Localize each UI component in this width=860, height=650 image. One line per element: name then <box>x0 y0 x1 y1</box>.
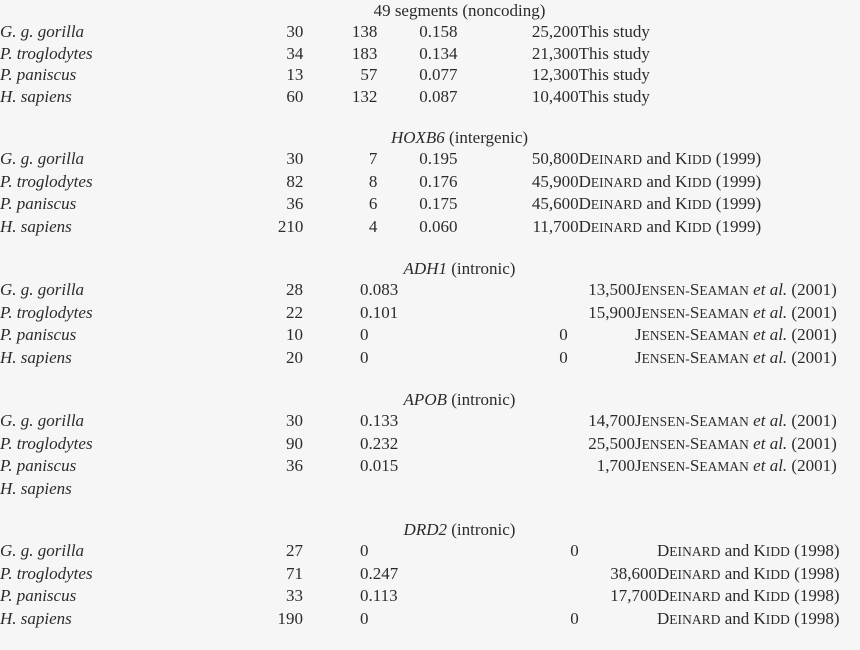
reference-cell <box>579 64 860 86</box>
reference-author1-initial: D <box>657 541 670 560</box>
section-adh1 <box>0 258 860 369</box>
reference-year: (1999) <box>711 149 762 168</box>
reference-author1-initial: D <box>657 608 670 628</box>
species-cell: G. g. gorilla <box>0 149 85 168</box>
section-gene-qualifier: (intergenic) <box>444 128 529 147</box>
section-table-adh1 <box>0 279 860 369</box>
section-heading-hoxb6 <box>0 127 860 148</box>
age-cell: 13,500 <box>588 280 635 299</box>
section-table-seg49 <box>0 21 860 107</box>
sample-size-cell: 60 <box>286 86 304 106</box>
reference-author1-initial: J <box>635 411 642 430</box>
reference-cell <box>635 410 860 433</box>
sample-size-cell: 27 <box>286 541 303 560</box>
section-gene-qualifier: (noncoding) <box>458 1 546 20</box>
reference-conjunction: and <box>642 194 676 213</box>
divergence-cell: 0.232 <box>360 433 399 453</box>
reference-author1-smallcaps: EINARD <box>669 611 721 627</box>
reference-author2-smallcaps: EAMAN <box>699 436 749 452</box>
section-heading-apob <box>0 389 860 410</box>
reference-et-al: et al. <box>748 433 788 453</box>
reference-cell <box>635 433 860 456</box>
sample-size-cell: 28 <box>286 280 303 299</box>
sample-size-cell <box>250 478 303 500</box>
reference-text: This study <box>578 22 650 41</box>
reference-author1-smallcaps: EINARD <box>669 566 721 582</box>
reference-cell <box>635 324 860 347</box>
section-gene-qualifier: (intronic) <box>447 259 516 278</box>
species-cell: P. troglodytes <box>0 43 93 63</box>
reference-author2-initial: K <box>675 194 688 213</box>
species-cell: P. paniscus <box>0 325 77 344</box>
reference-author1-smallcaps: ENSEN- <box>641 328 690 343</box>
divergence-cell: 0.158 <box>419 22 458 41</box>
reference-author1-smallcaps: EINARD <box>590 152 643 167</box>
table-body <box>0 279 860 369</box>
reference-author1-smallcaps: EINARD <box>669 544 721 559</box>
reference-conjunction: and <box>720 608 754 628</box>
table-body <box>0 410 860 499</box>
species-cell: H. sapiens <box>0 347 72 367</box>
reference-year: (1999) <box>711 171 762 191</box>
reference-author2-smallcaps: EAMAN <box>699 283 749 298</box>
age-cell: 0 <box>559 347 568 367</box>
reference-author2-smallcaps: IDD <box>765 589 790 604</box>
table-row <box>0 347 860 370</box>
reference-author2-smallcaps: IDD <box>687 174 712 190</box>
reference-author1-smallcaps: EINARD <box>590 197 643 212</box>
reference-et-al: et al. <box>748 347 788 367</box>
species-cell: P. troglodytes <box>0 563 93 583</box>
table-row <box>0 64 860 86</box>
sample-size-cell: 82 <box>286 171 304 191</box>
reference-year: (2001) <box>787 347 837 367</box>
table-row <box>0 148 860 171</box>
reference-et-al: et al. <box>748 280 788 299</box>
segments-cell: 132 <box>351 86 378 106</box>
age-cell: 25,500 <box>588 433 635 453</box>
divergence-cell: 0.113 <box>360 586 398 605</box>
reference-author2-initial: K <box>753 608 766 628</box>
reference-author1-initial: J <box>635 280 642 299</box>
divergence-cell: 0.134 <box>419 43 458 63</box>
reference-author2-smallcaps: IDD <box>765 566 790 582</box>
reference-author1-initial: D <box>578 216 591 236</box>
reference-author1-smallcaps: ENSEN- <box>641 436 690 452</box>
table-row <box>0 171 860 194</box>
reference-conjunction: and <box>642 216 676 236</box>
species-cell: G. g. gorilla <box>0 22 85 41</box>
species-cell: P. paniscus <box>0 65 77 84</box>
sample-size-cell: 30 <box>286 411 303 430</box>
section-gene-qualifier: (intronic) <box>447 520 516 539</box>
age-cell: 10,400 <box>531 86 579 106</box>
reference-author1-initial: D <box>657 586 670 605</box>
reference-year: (1998) <box>789 563 840 583</box>
section-gene-name: ADH1 <box>403 259 447 278</box>
age-cell: 15,900 <box>588 302 635 322</box>
reference-author1-initial: J <box>635 456 642 475</box>
reference-author2-initial: K <box>675 171 688 191</box>
age-cell: 0 <box>570 608 579 628</box>
reference-author2-initial: S <box>689 456 700 475</box>
table-row <box>0 216 860 239</box>
reference-conjunction: and <box>720 586 754 605</box>
sample-size-cell: 210 <box>277 216 304 236</box>
species-cell: H. sapiens <box>0 216 72 236</box>
divergence-cell <box>303 478 514 500</box>
segments-cell: 138 <box>351 22 378 41</box>
reference-author1-smallcaps: ENSEN- <box>641 350 690 366</box>
reference-author2-smallcaps: EAMAN <box>699 459 749 474</box>
reference-cell <box>657 540 860 563</box>
divergence-cell: 0 <box>360 325 369 344</box>
reference-author1-initial: J <box>635 347 642 367</box>
reference-author2-smallcaps: EAMAN <box>699 305 749 321</box>
sample-size-cell: 13 <box>286 65 304 84</box>
segments-cell: 57 <box>360 65 378 84</box>
section-table-hoxb6 <box>0 148 860 238</box>
section-gene-name: 49 segments <box>373 1 459 20</box>
age-cell: 25,200 <box>531 22 579 41</box>
divergence-cell: 0.101 <box>360 302 399 322</box>
reference-cell <box>579 21 860 43</box>
section-heading-adh1 <box>0 258 860 279</box>
species-cell: H. sapiens <box>0 478 72 498</box>
section-hoxb6 <box>0 127 860 238</box>
table-row <box>0 540 860 563</box>
species-cell: P. troglodytes <box>0 433 93 453</box>
reference-author1-initial: D <box>578 194 591 213</box>
sample-size-cell: 71 <box>286 563 303 583</box>
divergence-cell: 0 <box>360 541 369 560</box>
divergence-cell: 0.176 <box>419 171 458 191</box>
age-cell: 0 <box>570 541 579 560</box>
reference-cell <box>635 455 860 478</box>
reference-author2-initial: K <box>675 216 688 236</box>
table-row <box>0 410 860 433</box>
reference-author2-initial: S <box>689 302 700 322</box>
species-cell: G. g. gorilla <box>0 541 85 560</box>
table-row <box>0 302 860 325</box>
section-gene-qualifier: (intronic) <box>446 390 516 409</box>
reference-cell <box>657 563 860 586</box>
age-cell: 11,700 <box>532 216 579 236</box>
reference-text: This study <box>578 86 650 106</box>
age-cell: 21,300 <box>531 43 579 63</box>
sample-size-cell: 34 <box>286 43 304 63</box>
reference-author2-smallcaps: EAMAN <box>699 414 749 429</box>
table-body <box>0 148 860 238</box>
segments-cell: 7 <box>368 149 378 168</box>
reference-author2-initial: K <box>753 586 766 605</box>
reference-text: This study <box>578 65 650 84</box>
reference-author2-initial: S <box>689 433 700 453</box>
species-cell: G. g. gorilla <box>0 411 85 430</box>
reference-author2-smallcaps: EAMAN <box>699 350 749 366</box>
reference-cell <box>657 585 860 608</box>
section-table-apob <box>0 410 860 499</box>
reference-year: (2001) <box>787 280 837 299</box>
reference-author1-smallcaps: ENSEN- <box>641 305 690 321</box>
table-row <box>0 608 860 631</box>
reference-author1-smallcaps: ENSEN- <box>641 459 690 474</box>
reference-cell <box>579 43 860 65</box>
divergence-cell: 0.195 <box>419 149 458 168</box>
sample-size-cell: 30 <box>286 22 304 41</box>
reference-cell <box>579 86 860 108</box>
species-cell: P. paniscus <box>0 194 77 213</box>
reference-author2-initial: S <box>689 347 700 367</box>
reference-cell <box>635 279 860 302</box>
age-cell: 45,900 <box>531 171 579 191</box>
table-body <box>0 540 860 630</box>
reference-cell <box>657 608 860 631</box>
divergence-cell: 0 <box>360 347 369 367</box>
age-cell: 38,600 <box>610 563 657 583</box>
age-cell: 45,600 <box>531 194 579 213</box>
table-row <box>0 21 860 43</box>
table-row <box>0 478 860 500</box>
species-cell: H. sapiens <box>0 608 72 628</box>
reference-cell <box>579 148 860 171</box>
divergence-cell: 0.015 <box>360 456 399 475</box>
species-cell: G. g. gorilla <box>0 280 85 299</box>
age-cell <box>514 478 635 500</box>
section-gene-name: DRD2 <box>403 520 447 539</box>
reference-cell <box>635 478 860 500</box>
segments-cell: 4 <box>368 216 378 236</box>
reference-year: (1999) <box>711 194 762 213</box>
reference-author1-smallcaps: EINARD <box>590 219 643 235</box>
sample-size-cell: 22 <box>286 302 303 322</box>
reference-year: (1998) <box>789 541 840 560</box>
reference-author1-initial: J <box>635 325 642 344</box>
age-cell: 12,300 <box>531 65 579 84</box>
reference-author2-initial: K <box>675 149 688 168</box>
reference-author1-initial: D <box>578 171 591 191</box>
divergence-cell: 0.087 <box>419 86 458 106</box>
species-cell: P. paniscus <box>0 456 77 475</box>
species-cell: P. troglodytes <box>0 302 93 322</box>
reference-author1-initial: D <box>578 149 591 168</box>
section-apob <box>0 389 860 499</box>
table-row <box>0 43 860 65</box>
reference-author1-initial: J <box>635 433 642 453</box>
age-cell: 14,700 <box>588 411 635 430</box>
table-row <box>0 563 860 586</box>
reference-text: This study <box>578 43 650 63</box>
species-cell: H. sapiens <box>0 86 72 106</box>
table-row <box>0 279 860 302</box>
reference-conjunction: and <box>642 149 676 168</box>
reference-author2-smallcaps: IDD <box>687 197 712 212</box>
reference-year: (1998) <box>789 608 840 628</box>
age-cell: 0 <box>559 325 568 344</box>
reference-cell <box>579 216 860 239</box>
reference-author1-smallcaps: EINARD <box>669 589 721 604</box>
reference-et-al: et al. <box>748 456 788 475</box>
reference-cell <box>635 302 860 325</box>
reference-author1-smallcaps: ENSEN- <box>641 414 690 429</box>
section-drd2 <box>0 519 860 630</box>
section-heading-drd2 <box>0 519 860 540</box>
reference-author2-initial: S <box>689 325 700 344</box>
table-row <box>0 193 860 216</box>
reference-author2-initial: K <box>753 541 766 560</box>
section-gene-name: APOB <box>403 390 447 409</box>
divergence-cell: 0.083 <box>360 280 399 299</box>
reference-cell <box>635 347 860 370</box>
section-seg49 <box>0 0 860 107</box>
reference-author2-smallcaps: IDD <box>765 611 790 627</box>
reference-year: (2001) <box>787 433 837 453</box>
segments-cell: 8 <box>368 171 378 191</box>
section-table-drd2 <box>0 540 860 630</box>
reference-year: (1998) <box>789 586 840 605</box>
reference-year: (2001) <box>787 456 837 475</box>
reference-year: (2001) <box>787 411 837 430</box>
reference-conjunction: and <box>720 563 754 583</box>
table-row <box>0 324 860 347</box>
reference-author2-smallcaps: IDD <box>687 152 712 167</box>
segments-cell: 6 <box>368 194 378 213</box>
reference-et-al: et al. <box>748 302 788 322</box>
reference-author1-initial: J <box>635 302 642 322</box>
reference-author2-initial: K <box>753 563 766 583</box>
table-row <box>0 86 860 108</box>
reference-year: (1999) <box>711 216 762 236</box>
sample-size-cell: 190 <box>277 608 303 628</box>
reference-cell <box>579 171 860 194</box>
sample-size-cell: 90 <box>286 433 303 453</box>
age-cell: 1,700 <box>596 456 635 475</box>
reference-year: (2001) <box>787 302 837 322</box>
reference-author2-smallcaps: IDD <box>687 219 712 235</box>
reference-et-al: et al. <box>748 325 788 344</box>
reference-author2-initial: S <box>689 280 700 299</box>
divergence-cell: 0.077 <box>419 65 458 84</box>
table-row <box>0 433 860 456</box>
reference-et-al: et al. <box>748 411 788 430</box>
age-cell: 17,700 <box>610 586 657 605</box>
sample-size-cell: 36 <box>286 456 303 475</box>
table-row <box>0 585 860 608</box>
divergence-cell: 0.060 <box>419 216 458 236</box>
table-body <box>0 21 860 107</box>
sample-size-cell: 33 <box>286 586 303 605</box>
section-heading-seg49 <box>0 0 860 21</box>
reference-author2-smallcaps: EAMAN <box>699 328 749 343</box>
divergence-cell: 0.175 <box>419 194 458 213</box>
reference-cell <box>579 193 860 216</box>
divergence-cell: 0.247 <box>360 563 399 583</box>
divergence-cell: 0 <box>360 608 369 628</box>
sample-size-cell: 20 <box>286 347 303 367</box>
species-cell: P. troglodytes <box>0 171 93 191</box>
divergence-cell: 0.133 <box>360 411 399 430</box>
reference-author1-smallcaps: ENSEN- <box>641 283 690 298</box>
age-cell: 50,800 <box>531 149 579 168</box>
segments-cell: 183 <box>351 43 378 63</box>
table-row <box>0 455 860 478</box>
section-gene-name: HOXB6 <box>390 128 445 147</box>
sample-size-cell: 30 <box>286 149 304 168</box>
species-cell: P. paniscus <box>0 586 77 605</box>
reference-year: (2001) <box>787 325 837 344</box>
reference-author1-smallcaps: EINARD <box>590 174 643 190</box>
reference-author1-initial: D <box>657 563 670 583</box>
reference-conjunction: and <box>720 541 754 560</box>
sample-size-cell: 36 <box>286 194 304 213</box>
reference-conjunction: and <box>642 171 676 191</box>
reference-author2-initial: S <box>689 411 700 430</box>
reference-author2-smallcaps: IDD <box>765 544 790 559</box>
sample-size-cell: 10 <box>286 325 303 344</box>
